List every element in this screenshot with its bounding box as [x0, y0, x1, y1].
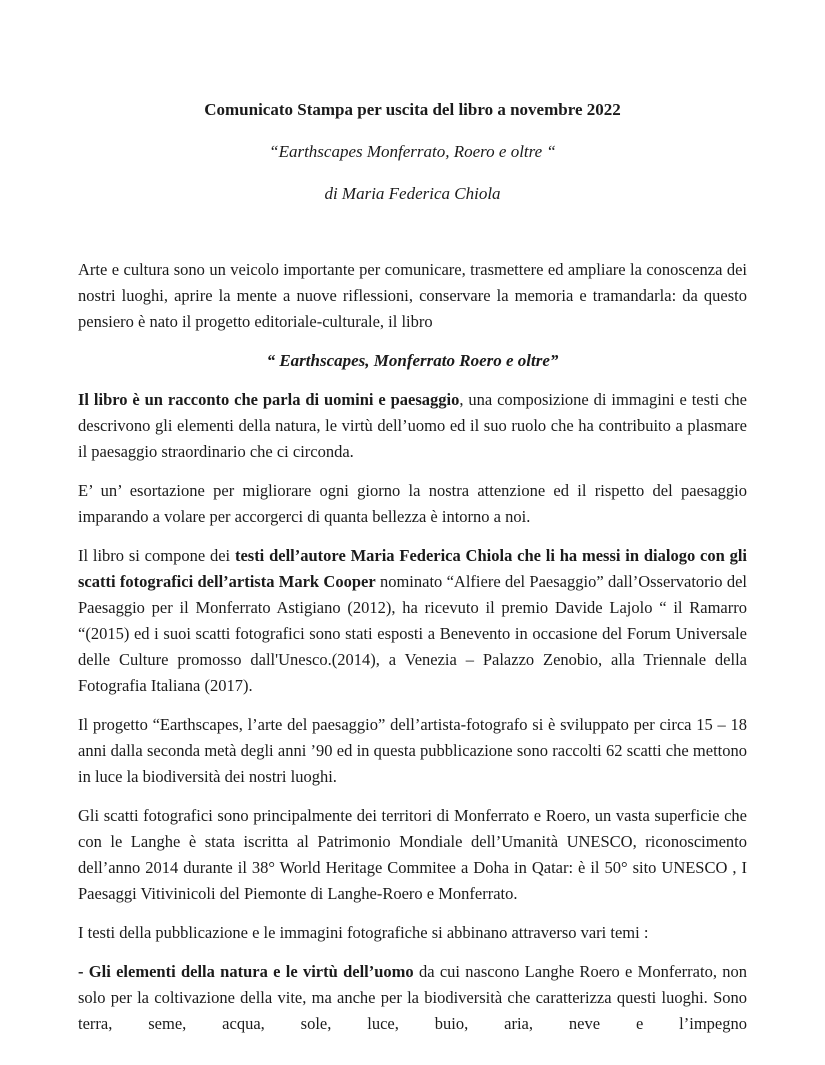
paragraph-racconto-bold-lead: Il libro è un racconto che parla di uomini e paesaggio [78, 390, 460, 409]
book-title-heading: “ Earthscapes, Monferrato Roero e oltre” [266, 351, 559, 370]
paragraph-compone-lead: Il libro si compone dei [78, 546, 235, 565]
paragraph-elementi-natura [78, 959, 747, 1037]
paragraph-elementi-natura-bold-lead: - Gli elementi della natura e le virtù dell’uomo [78, 962, 414, 981]
paragraph-intro: Arte e cultura sono un veicolo importante per comunicare, trasmettere ed ampliare la conoscenza dei nostri luoghi, aprire la mente a nuove riflessioni, conservare la memoria e tramandarla: da questo pensiero è nato il progetto editoriale-culturale, il libro [78, 260, 747, 331]
paragraph-elementi-natura-rest: da cui nascono Langhe Roero e Monferrato, non solo per la coltivazione della vite, ma anche per la biodiversità che caratterizza questi luoghi. Sono terra, seme, acqua, sole, luce, buio, aria, neve e l’impegno [78, 962, 747, 1033]
document-byline: di Maria Federica Chiola [324, 184, 501, 203]
document-subtitle: “Earthscapes Monferrato, Roero e oltre “ [269, 142, 556, 161]
paragraph-esortazione: E’ un’ esortazione per migliorare ogni giorno la nostra attenzione ed il rispetto del paesaggio imparando a volare per accorgerci di quanta bellezza è intorno a noi. [78, 481, 747, 526]
paragraph-racconto [78, 387, 747, 465]
paragraph-compone-rest: nominato “Alfiere del Paesaggio” dall’Osservatorio del Paesaggio per il Monferrato Astigiano (2012), ha ricevuto il premio Davide Lajolo “ il Ramarro “(2015) ed i suoi scatti fotografici sono stati esposti a Benevento in occasione del Forum Universale delle Culture promosso dall'Unesco.(2014), a Venezia – Palazzo Zenobio, alla Triennale della Fotografia Italiana (2017). [78, 572, 747, 695]
paragraph-temi: I testi della pubblicazione e le immagini fotografiche si abbinano attraverso vari temi : [78, 923, 649, 942]
paragraph-racconto-rest: , una composizione di immagini e testi che descrivono gli elementi della natura, le virtù dell’uomo ed il suo ruolo che ha contribuito a plasmare il paesaggio straordinario che ci circonda. [78, 390, 747, 461]
paragraph-compone [78, 543, 747, 699]
paragraph-scatti-unesco: Gli scatti fotografici sono principalmente dei territori di Monferrato e Roero, un vasta superficie che con le Langhe è stata iscritta al Patrimonio Mondiale dell’Umanità UNESCO, riconoscimento dell’anno 2014 durante il 38° World Heritage Commitee a Doha in Qatar: è il 50° sito UNESCO , I Paesaggi Vitivinicoli del Piemonte di Langhe-Roero e Monferrato. [78, 806, 747, 903]
paragraph-progetto: Il progetto “Earthscapes, l’arte del paesaggio” dell’artista-fotografo si è sviluppato per circa 15 – 18 anni dalla seconda metà degli anni ’90 ed in questa pubblicazione sono raccolti 62 scatti che mettono in luce la biodiversità dei nostri luoghi. [78, 715, 747, 786]
paragraph-compone-bold: testi dell’autore Maria Federica Chiola che li ha messi in dialogo con gli scatti fotografici dell’artista Mark Cooper [78, 546, 747, 591]
document-title: Comunicato Stampa per uscita del libro a novembre 2022 [204, 100, 621, 119]
